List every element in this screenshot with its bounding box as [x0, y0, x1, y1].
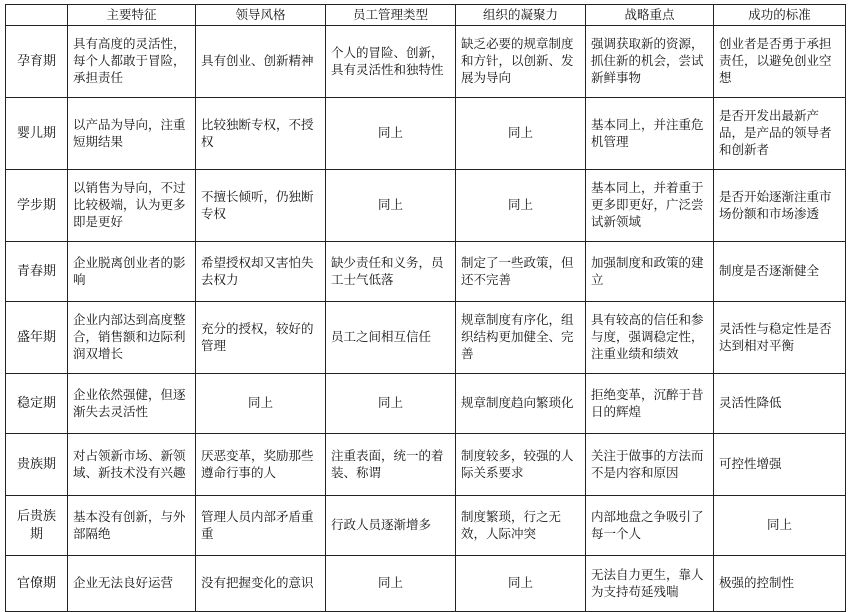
- table-cell: 同上: [326, 170, 456, 242]
- table-cell: 企业脱离创业者的影响: [68, 242, 196, 302]
- table-cell: 是否开始逐渐注重市场份额和市场渗透: [714, 170, 846, 242]
- stage-cell: 学步期: [6, 170, 68, 242]
- table-cell: 注重表面，统一的着装、称谓: [326, 434, 456, 496]
- table-row: [6, 434, 846, 496]
- table-row: [6, 496, 846, 556]
- stage-cell: 稳定期: [6, 374, 68, 434]
- table-cell: 同上: [456, 170, 586, 242]
- table-cell: 制定了一些政策，但还不完善: [456, 242, 586, 302]
- table-cell: 没有把握变化的意识: [196, 556, 326, 612]
- table-cell: 拒绝变革，沉醉于昔日的辉煌: [586, 374, 714, 434]
- table-cell: 同上: [456, 98, 586, 170]
- table-cell: 行政人员逐渐增多: [326, 496, 456, 556]
- stage-cell: 婴儿期: [6, 98, 68, 170]
- table-cell: 基本同上，并注重危机管理: [586, 98, 714, 170]
- table-cell: 加强制度和政策的建立: [586, 242, 714, 302]
- header-cell-cohesion: 组织的凝聚力: [456, 5, 586, 26]
- lifecycle-table: [5, 4, 846, 612]
- table-cell: 同上: [456, 556, 586, 612]
- table-cell: 关注于做事的方法而不是内容和原因: [586, 434, 714, 496]
- table-cell: 极强的控制性: [714, 556, 846, 612]
- table-cell: 企业无法良好运营: [68, 556, 196, 612]
- table-cell: 同上: [326, 556, 456, 612]
- table-cell: 缺乏必要的规章制度和方针，以创新、发展为导向: [456, 26, 586, 98]
- header-cell-success: 成功的标准: [714, 5, 846, 26]
- stage-cell: 贵族期: [6, 434, 68, 496]
- header-row: [6, 5, 846, 26]
- table-cell: 制度繁琐，行之无效，人际冲突: [456, 496, 586, 556]
- table-cell: 制度是否逐渐健全: [714, 242, 846, 302]
- table-cell: 不擅长倾听，仍独断专权: [196, 170, 326, 242]
- table-cell: 同上: [326, 374, 456, 434]
- table-cell: 同上: [196, 374, 326, 434]
- table-cell: 以产品为导向，注重短期结果: [68, 98, 196, 170]
- table-row: [6, 242, 846, 302]
- table-row: [6, 556, 846, 612]
- table-cell: 同上: [714, 496, 846, 556]
- table-cell: 无法自力更生，靠人为支持苟延残喘: [586, 556, 714, 612]
- table-cell: 基本同上，并着重于更多即更好，广泛尝试新领域: [586, 170, 714, 242]
- table-cell: 规章制度有序化，组织结构更加健全、完善: [456, 302, 586, 374]
- table-cell: 强调获取新的资源，抓住新的机会，尝试新鲜事物: [586, 26, 714, 98]
- table-cell: 个人的冒险、创新，具有灵活性和独特性: [326, 26, 456, 98]
- table-cell: 具有高度的灵活性，每个人都敢于冒险，承担责任: [68, 26, 196, 98]
- table-cell: 是否开发出最新产品，是产品的领导者和创新者: [714, 98, 846, 170]
- table-cell: 管理人员内部矛盾重重: [196, 496, 326, 556]
- stage-cell: 后贵族期: [6, 496, 68, 556]
- table-cell: 对占领新市场、新领域、新技术没有兴趣: [68, 434, 196, 496]
- table-row: [6, 98, 846, 170]
- lifecycle-table-container: [5, 4, 845, 603]
- table-cell: 厌恶变革，奖励那些遵命行事的人: [196, 434, 326, 496]
- table-cell: 员工之间相互信任: [326, 302, 456, 374]
- table-row: [6, 302, 846, 374]
- header-cell-corner: [6, 5, 68, 26]
- table-cell: 内部地盘之争吸引了每一个人: [586, 496, 714, 556]
- table-cell: 企业内部达到高度整合，销售额和边际利润双增长: [68, 302, 196, 374]
- table-row: [6, 374, 846, 434]
- header-cell-features: 主要特征: [68, 5, 196, 26]
- table-cell: 希望授权却又害怕失去权力: [196, 242, 326, 302]
- table-cell: 具有较高的信任和参与度，强调稳定性，注重业绩和绩效: [586, 302, 714, 374]
- table-cell: 可控性增强: [714, 434, 846, 496]
- table-row: [6, 26, 846, 98]
- header-cell-strategy: 战略重点: [586, 5, 714, 26]
- table-cell: 创业者是否勇于承担责任，以避免创业空想: [714, 26, 846, 98]
- stage-cell: 孕育期: [6, 26, 68, 98]
- stage-cell: 官僚期: [6, 556, 68, 612]
- table-cell: 灵活性降低: [714, 374, 846, 434]
- stage-cell: 青春期: [6, 242, 68, 302]
- table-cell: 比较独断专权，不授权: [196, 98, 326, 170]
- table-row: [6, 170, 846, 242]
- table-cell: 基本没有创新，与外部隔绝: [68, 496, 196, 556]
- table-cell: 规章制度趋向繁琐化: [456, 374, 586, 434]
- table-cell: 同上: [326, 98, 456, 170]
- table-cell: 制度较多，较强的人际关系要求: [456, 434, 586, 496]
- table-cell: 具有创业、创新精神: [196, 26, 326, 98]
- table-cell: 灵活性与稳定性是否达到相对平衡: [714, 302, 846, 374]
- table-cell: 缺少责任和义务，员工士气低落: [326, 242, 456, 302]
- table-cell: 企业依然强健，但逐渐失去灵活性: [68, 374, 196, 434]
- header-cell-staff-management: 员工管理类型: [326, 5, 456, 26]
- header-cell-leadership: 领导风格: [196, 5, 326, 26]
- table-cell: 以销售为导向，不过比较极端，认为更多即是更好: [68, 170, 196, 242]
- stage-cell: 盛年期: [6, 302, 68, 374]
- table-cell: 充分的授权，较好的管理: [196, 302, 326, 374]
